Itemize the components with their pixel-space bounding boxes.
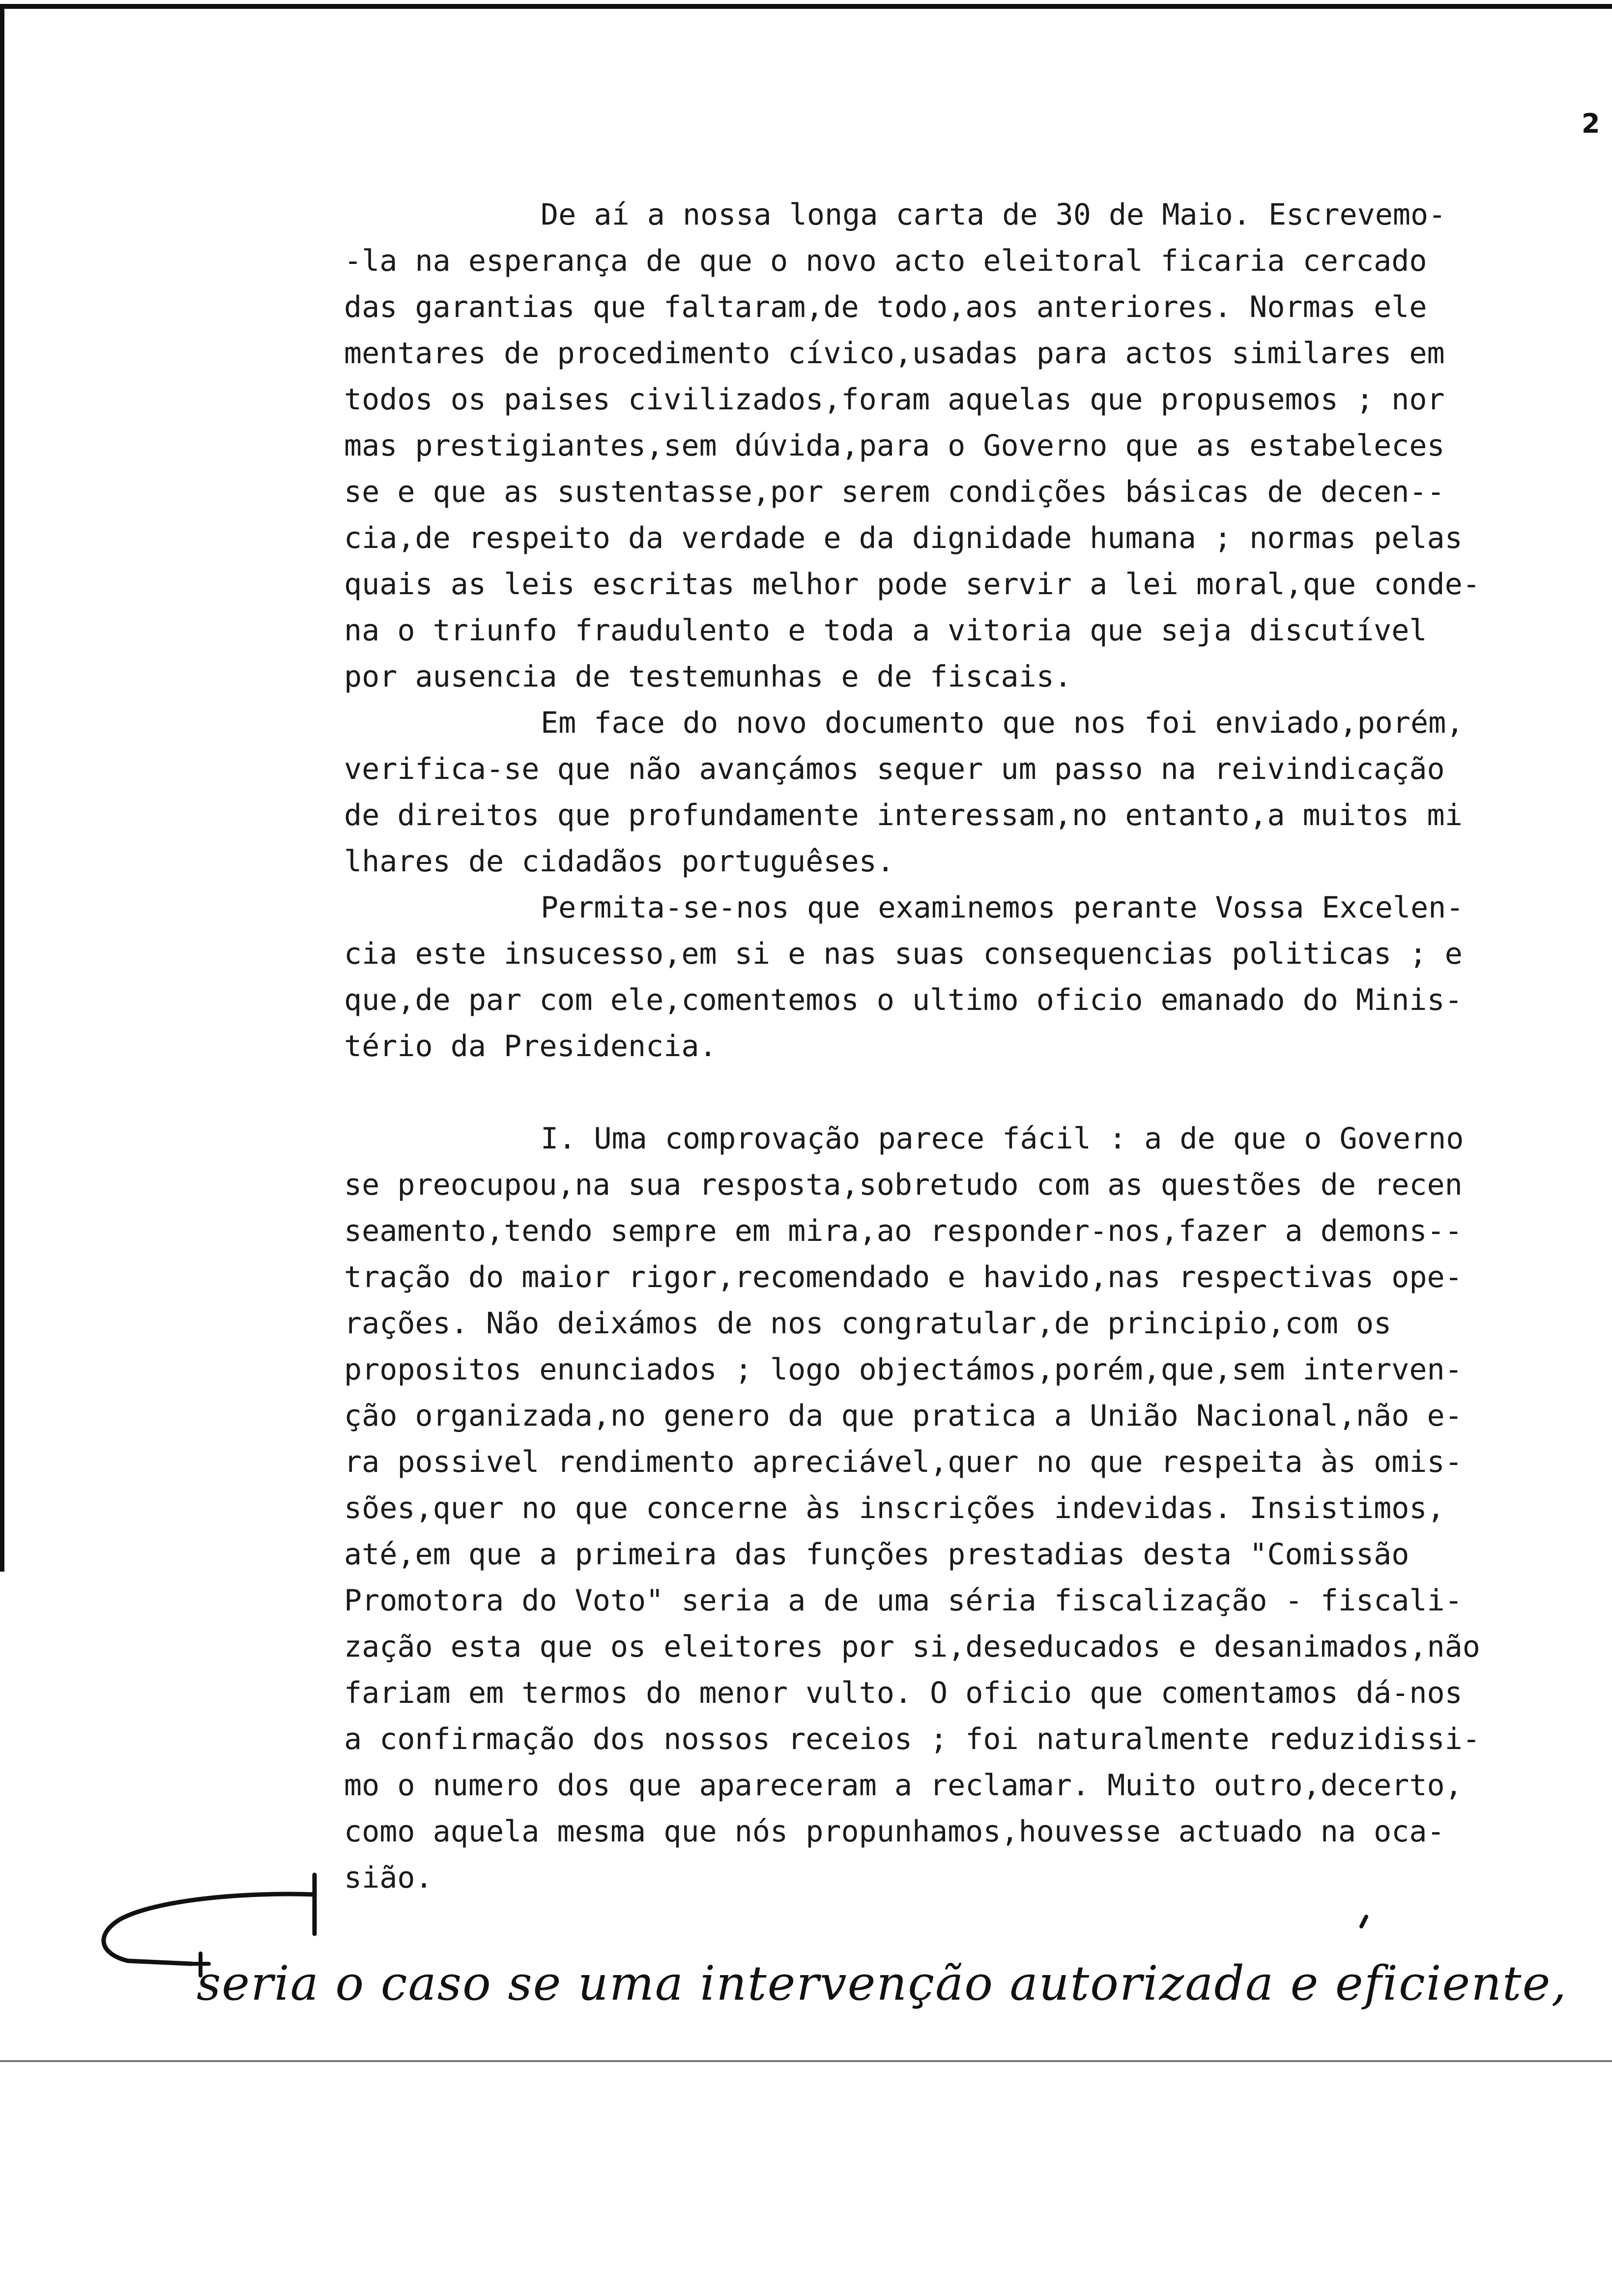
text-line: ra possivel rendimento apreciável,quer no que respeita às omis- (344, 1445, 1463, 1479)
text-line: mas prestigiantes,sem dúvida,para o Governo que as estabeleces (344, 429, 1445, 463)
page-number: 2 (1582, 108, 1600, 139)
text-line: zação esta que os eleitores por si,deseducados e desanimados,não (344, 1630, 1480, 1664)
bottom-rule (0, 2060, 1612, 2062)
text-line: tério da Presidencia. (344, 1029, 717, 1063)
text-line: que,de par com ele,comentemos o ultimo oficio emanado do Minis- (344, 983, 1463, 1017)
text-line: como aquela mesma que nós propunhamos,houvesse actuado na oca- (344, 1814, 1445, 1849)
text-line: de direitos que profundamente interessam,no entanto,a muitos mi (344, 798, 1463, 832)
text-line: lhares de cidadãos portuguêses. (344, 844, 894, 879)
text-line: cia este insucesso,em si e nas suas consequencias politicas ; e (344, 937, 1463, 971)
text-line: seamento,tendo sempre em mira,ao responder-nos,fazer a demons-- (344, 1214, 1463, 1248)
text-line: a confirmação dos nossos receios ; foi naturalmente reduzidissi- (344, 1722, 1480, 1756)
text-line: I. Uma comprovação parece fácil : a de que o Governo (541, 1121, 1464, 1156)
text-line: sões,quer no que concerne às inscrições indevidas. Insistimos, (344, 1491, 1445, 1525)
text-line: se preocupou,na sua resposta,sobretudo com as questões de recen (344, 1168, 1463, 1202)
text-line: quais as leis escritas melhor pode servir a lei moral,que conde- (344, 567, 1480, 602)
page-border-top (0, 4, 1612, 9)
text-line: propositos enunciados ; logo objectámos,porém,que,sem interven- (344, 1352, 1463, 1387)
text-line: rações. Não deixámos de nos congratular,de principio,com os (344, 1306, 1392, 1341)
text-line: De aí a nossa longa carta de 30 de Maio. Escrevemo- (541, 198, 1446, 232)
text-line: verifica-se que não avançámos sequer um passo na reivindicação (344, 752, 1445, 786)
text-line: cia,de respeito da verdade e da dignidade humana ; normas pelas (344, 521, 1463, 555)
text-line: se e que as sustentasse,por serem condições básicas de decen-- (344, 475, 1445, 509)
text-line: das garantias que faltaram,de todo,aos anteriores. Normas ele (344, 290, 1427, 324)
handwritten-note: seria o caso se uma intervenção autorizada e eficiente, (197, 1956, 1567, 2011)
text-line: Permita-se-nos que examinemos perante Vossa Excelen- (541, 890, 1464, 925)
text-line: Promotora do Voto" seria a de uma séria fiscalização - fiscali- (344, 1583, 1463, 1618)
text-line: todos os paises civilizados,foram aquelas que propusemos ; nor (344, 382, 1445, 417)
paragraph-spacer (344, 1069, 1602, 1116)
text-line: ção organizada,no genero da que pratica a União Nacional,não e- (344, 1399, 1463, 1433)
text-line: Em face do novo documento que nos foi enviado,porém, (541, 706, 1464, 740)
text-line: tração do maior rigor,recomendado e havido,nas respectivas ope- (344, 1260, 1463, 1294)
text-line: -la na esperança de que o novo acto eleitoral ficaria cercado (344, 244, 1427, 278)
text-line: sião. (344, 1861, 433, 1895)
text-line: mentares de procedimento cívico,usadas para actos similares em (344, 336, 1445, 371)
page-border-left (0, 4, 4, 1572)
text-line: na o triunfo fraudulento e toda a vitoria que seja discutível (344, 613, 1427, 648)
letter-body (344, 192, 1602, 1901)
text-line: fariam em termos do menor vulto. O oficio que comentamos dá-nos (344, 1676, 1463, 1710)
text-line: até,em que a primeira das funções prestadias desta "Comissão (344, 1537, 1410, 1572)
text-line: por ausencia de testemunhas e de fiscais. (344, 660, 1072, 694)
text-line: mo o numero dos que apareceram a reclamar. Muito outro,decerto, (344, 1768, 1463, 1803)
